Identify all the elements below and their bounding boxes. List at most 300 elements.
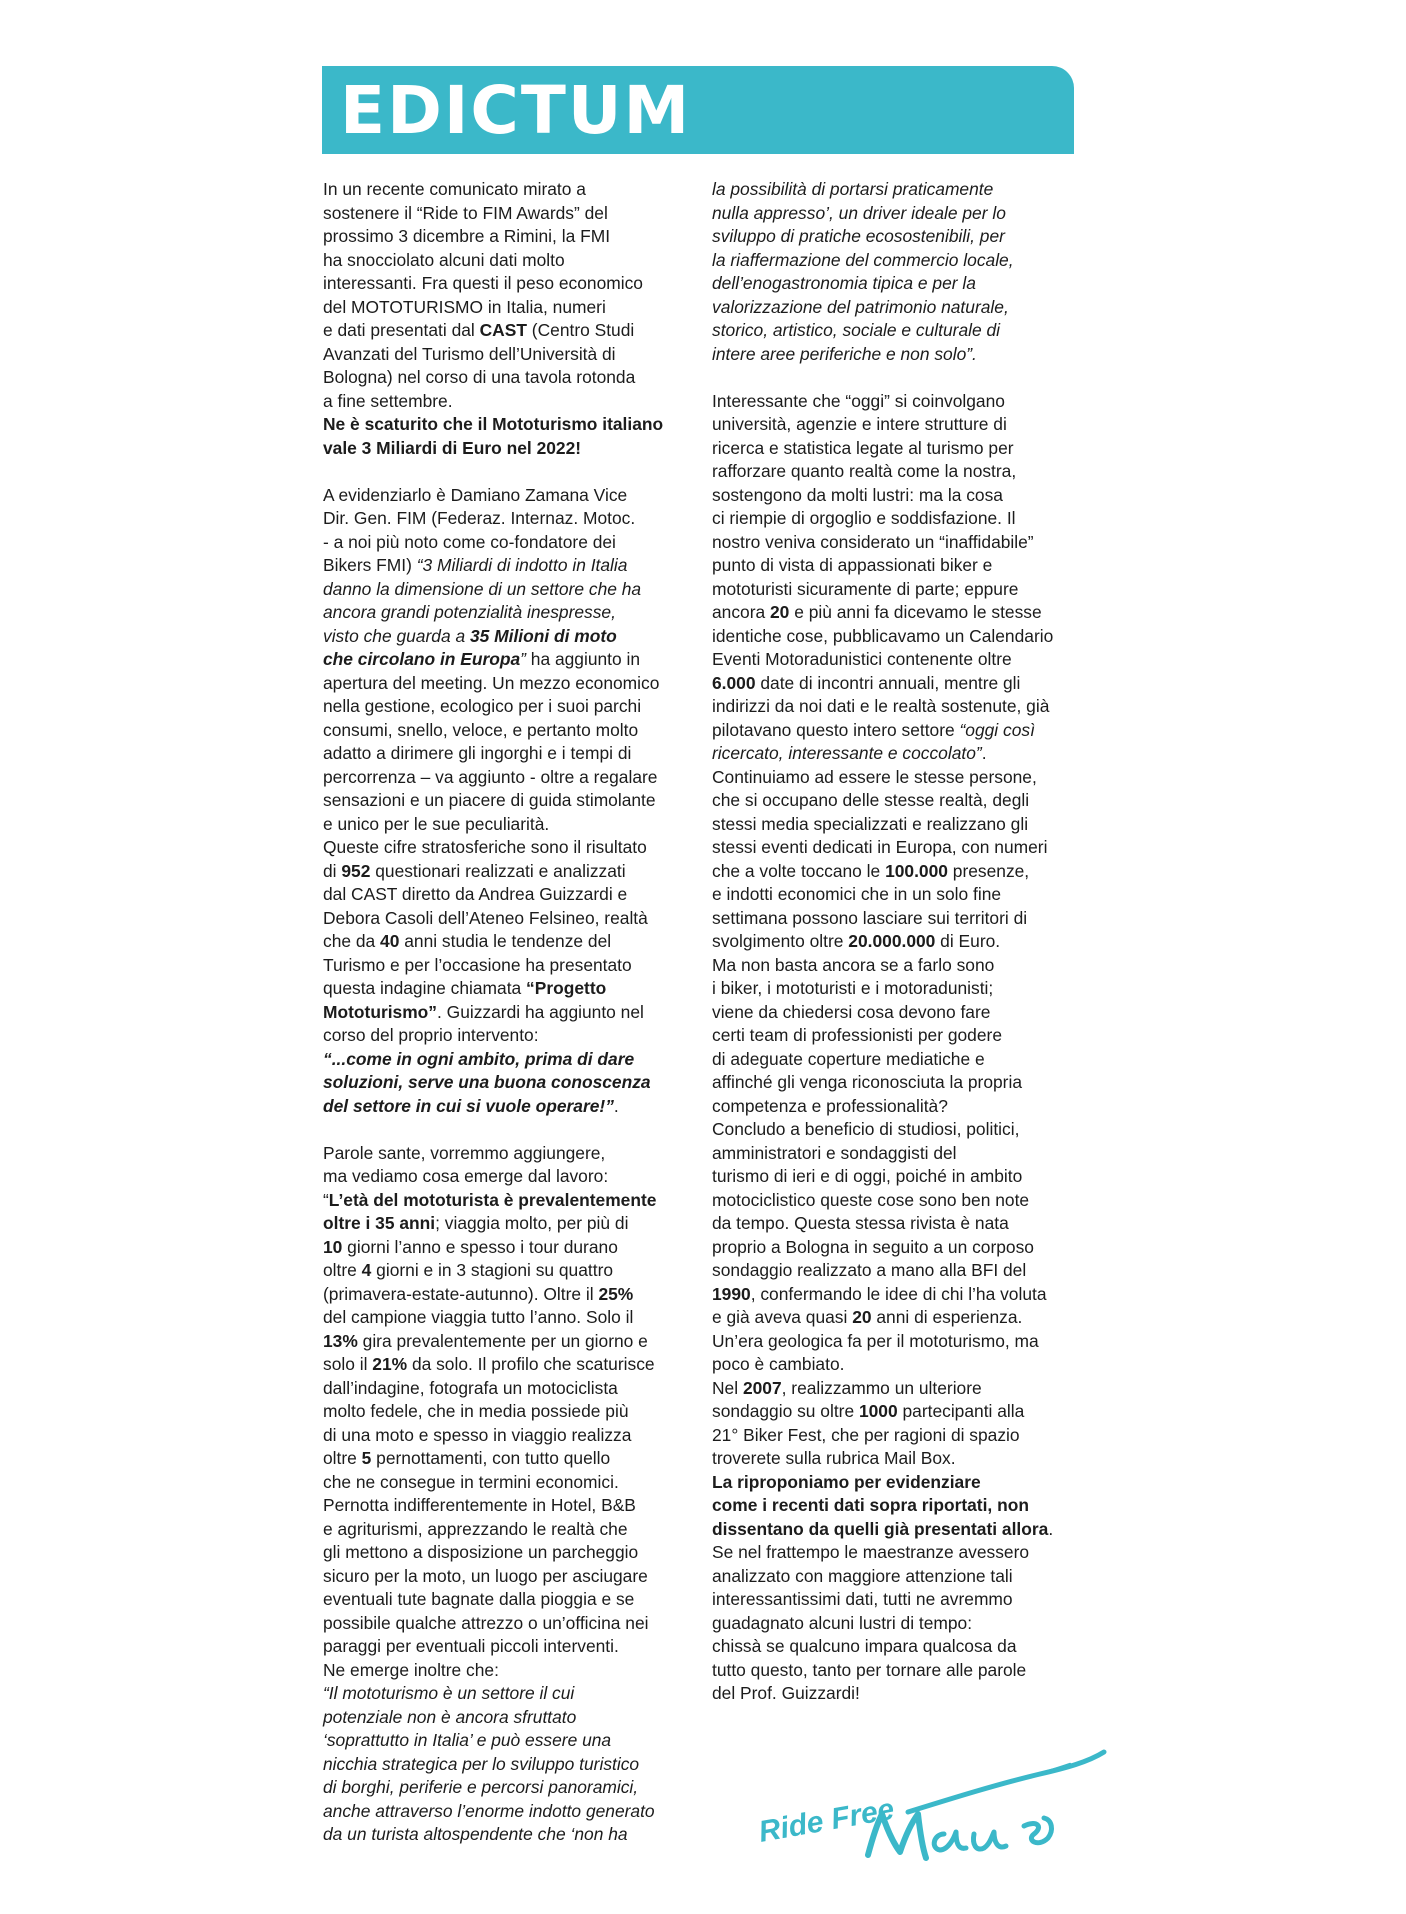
text-line (323, 390, 693, 414)
text-line (712, 930, 1092, 954)
text-run: 6.000 (712, 672, 756, 693)
text-line (712, 578, 1092, 602)
text-line (712, 437, 1092, 461)
text-line (323, 1024, 693, 1048)
text-run: e dati presentati dal (323, 320, 480, 340)
text-run: partecipanti alla (897, 1401, 1025, 1421)
text-run: storico, artistico, sociale e culturale di (712, 320, 1001, 340)
text-run: a fine settembre. (323, 390, 453, 411)
text-line (712, 1118, 1092, 1142)
text-run: tutto questo, tanto per tornare alle parole (712, 1659, 1027, 1680)
text-run: del settore in cui si vuole operare!” (323, 1095, 614, 1116)
text-line (323, 672, 693, 696)
text-run: - a noi più noto come co-fondatore dei (323, 531, 616, 552)
text-line (712, 1236, 1092, 1260)
text-line (712, 1635, 1092, 1659)
text-line (323, 1283, 693, 1307)
text-line (323, 1447, 693, 1471)
text-run: viene da chiedersi cosa devono fare (712, 1001, 991, 1022)
text-run: Queste cifre stratosferiche sono il risultato (323, 837, 647, 857)
text-run: Ne emerge inoltre che: (323, 1659, 499, 1680)
text-run: che ne consegue in termini economici. (323, 1471, 619, 1492)
text-line (323, 578, 693, 602)
text-run: nella gestione, ecologico per i suoi parchi (323, 696, 642, 716)
text-run: sviluppo di pratiche ecosostenibili, per (712, 226, 1005, 246)
text-run: anni studia le tendenze del (399, 931, 612, 951)
text-run: valorizzazione del patrimonio naturale, (712, 296, 1009, 317)
text-run: 35 Milioni di moto (469, 625, 617, 646)
text-line (323, 1659, 693, 1683)
text-line (712, 695, 1092, 719)
text-line (712, 1095, 1092, 1119)
text-line (712, 836, 1092, 860)
text-run: 20.000.000 (848, 931, 936, 951)
text-line (323, 813, 693, 837)
text-line (323, 272, 693, 296)
text-line (712, 907, 1092, 931)
text-run: e già aveva quasi (712, 1307, 853, 1327)
text-line (323, 1518, 693, 1542)
text-run: gira prevalentemente per un giorno e (357, 1330, 648, 1351)
text-line (323, 1400, 693, 1424)
text-line (323, 554, 693, 578)
text-run: sondaggio su oltre (712, 1401, 859, 1421)
text-run: 5 (361, 1448, 372, 1468)
text-line (712, 813, 1092, 837)
text-line (712, 789, 1092, 813)
text-line (323, 178, 693, 202)
text-line (323, 1706, 693, 1730)
text-run: dall’indagine, fotografa un motociclista (323, 1377, 618, 1398)
text-line (323, 1682, 693, 1706)
text-run: 2007 (742, 1377, 782, 1398)
text-run: visto che guarda a (323, 625, 470, 646)
text-line (712, 1189, 1092, 1213)
text-run: 10 (323, 1236, 343, 1257)
text-run: Se nel frattempo le maestranze avessero (712, 1542, 1030, 1562)
text-line (323, 1189, 693, 1213)
text-run: del campione viaggia tutto l’anno. Solo il (323, 1307, 634, 1327)
text-line (712, 1212, 1092, 1236)
text-line (323, 1729, 693, 1753)
text-run: apertura del meeting. Un mezzo economico (323, 672, 660, 693)
text-run: date di incontri annuali, mentre gli (755, 672, 1021, 693)
text-line (712, 225, 1092, 249)
text-run: che da (323, 931, 381, 951)
text-run: Interessante che “oggi” si coinvolgano (712, 390, 1005, 411)
text-line (712, 1142, 1092, 1166)
text-run: , realizzammo un ulteriore (781, 1377, 982, 1398)
text-line (712, 1071, 1092, 1095)
text-line (323, 977, 693, 1001)
text-run: che a volte toccano le (712, 860, 886, 881)
text-run: 4 (361, 1260, 372, 1280)
text-run: e più anni fa dicevamo le stesse (789, 602, 1042, 622)
text-line (712, 954, 1092, 978)
text-run: potenziale non è ancora sfruttato (323, 1706, 577, 1727)
text-line (323, 719, 693, 743)
text-run: di borghi, periferie e percorsi panoramici, (323, 1777, 639, 1797)
text-run: In un recente comunicato mirato a (323, 179, 586, 199)
text-line (712, 178, 1092, 202)
text-run: Un’era geologica fa per il mototurismo, ma (712, 1330, 1039, 1351)
text-run: CAST (479, 320, 527, 340)
text-line (323, 1306, 693, 1330)
text-run: e agriturismi, apprezzando le realtà che (323, 1518, 628, 1539)
text-line (712, 1283, 1092, 1307)
text-line (712, 1494, 1092, 1518)
text-line (323, 648, 693, 672)
text-run: percorrenza – va aggiunto - oltre a regalare (323, 766, 658, 787)
text-run: di adeguate coperture mediatiche e (712, 1048, 985, 1069)
text-line (323, 625, 693, 649)
text-run: da solo. Il profilo che scaturisce (407, 1354, 655, 1374)
text-run: Avanzati del Turismo dell’Università di (323, 343, 616, 364)
text-run: motociclistico queste cose sono ben note (712, 1189, 1030, 1210)
text-run: rafforzare quanto realtà come la nostra, (712, 461, 1017, 481)
text-line (323, 413, 693, 437)
text-line (323, 1353, 693, 1377)
text-run: da un turista altospendente che ‘non ha (323, 1824, 628, 1844)
text-run: che circolano in Europa (323, 649, 521, 669)
text-run: ha snocciolato alcuni dati molto (323, 249, 565, 270)
text-run: certi team di professionisti per godere (712, 1025, 1002, 1045)
text-run: da tempo. Questa stessa rivista è nata (712, 1213, 1009, 1233)
text-run: ha aggiunto in (525, 649, 641, 669)
text-run: università, agenzie e intere strutture di (712, 414, 1007, 434)
text-run: oltre (323, 1448, 362, 1468)
text-run: guadagnato alcuni lustri di tempo: (712, 1612, 973, 1633)
text-run: poco è cambiato. (712, 1354, 845, 1374)
text-line (712, 648, 1092, 672)
text-run: questa indagine chiamata (323, 978, 527, 998)
text-run: (Centro Studi (526, 320, 635, 340)
text-line (712, 860, 1092, 884)
text-line (712, 883, 1092, 907)
text-line (712, 390, 1092, 414)
text-run: eventuali tute bagnate dalla pioggia e se (323, 1589, 635, 1609)
text-run: Ne è scaturito che il Mototurismo italiano (323, 414, 664, 434)
text-line (712, 1330, 1092, 1354)
text-run: Mototurismo” (323, 1001, 437, 1022)
text-run: Bologna) nel corso di una tavola rotonda (323, 367, 636, 387)
text-run: ci riempie di orgoglio e soddisfazione. Il (712, 508, 1016, 528)
text-line (712, 1165, 1092, 1189)
text-run: turismo di ieri e di oggi, poiché in ambito (712, 1166, 1023, 1186)
text-line (323, 531, 693, 555)
text-line (323, 695, 693, 719)
text-run: soluzioni, serve una buona conoscenza (323, 1072, 651, 1092)
text-line (323, 860, 693, 884)
text-run: molto fedele, che in media possiede più (323, 1401, 629, 1421)
text-run: competenza e professionalità? (712, 1095, 948, 1116)
text-run: 21% (372, 1354, 408, 1374)
text-run: dell’enogastronomia tipica e per la (712, 273, 976, 293)
text-run: di una moto e spesso in viaggio realizza (323, 1424, 632, 1445)
text-run: Pernotta indifferentemente in Hotel, B&B (323, 1495, 636, 1515)
text-run: . (981, 743, 987, 763)
text-run: e indotti economici che in un solo fine (712, 884, 1002, 904)
text-run: pernottamenti, con tutto quello (371, 1448, 611, 1468)
text-run: consumi, snello, veloce, e pertanto molto (323, 719, 639, 740)
text-line (712, 1400, 1092, 1424)
text-run: la possibilità di portarsi praticamente (712, 179, 994, 199)
text-line (323, 1095, 693, 1119)
text-run: del MOTOTURISMO in Italia, numeri (323, 296, 606, 317)
text-line (712, 742, 1092, 766)
text-line (323, 1800, 693, 1824)
text-line (323, 930, 693, 954)
text-line (323, 766, 693, 790)
text-run: giorni e in 3 stagioni su quattro (371, 1260, 614, 1280)
text-line (323, 1165, 693, 1189)
header-banner (322, 66, 1074, 154)
text-run: sondaggio realizzato a mano alla BFI del (712, 1260, 1027, 1280)
text-line (323, 1753, 693, 1777)
text-line (323, 601, 693, 625)
text-run: prossimo 3 dicembre a Rimini, la FMI (323, 226, 611, 246)
text-run: 21° Biker Fest, che per ragioni di spazio (712, 1424, 1020, 1445)
text-run: Debora Casoli dell’Ateneo Felsineo, realtà (323, 907, 648, 928)
text-line (712, 1424, 1092, 1448)
text-run: paraggi per eventuali piccoli interventi. (323, 1636, 619, 1656)
text-line (323, 1471, 693, 1495)
text-run: 20 (770, 602, 790, 622)
text-run: 20 (852, 1307, 872, 1327)
text-run: 25% (598, 1283, 634, 1304)
text-run: che si occupano delle stesse realtà, degli (712, 790, 1030, 810)
text-line (712, 1024, 1092, 1048)
text-line (323, 1612, 693, 1636)
text-run: . Guizzardi ha aggiunto nel (437, 1001, 644, 1022)
text-line (323, 1236, 693, 1260)
text-run: 1990 (712, 1283, 751, 1304)
text-line (323, 1377, 693, 1401)
text-run: Eventi Motoradunistici contenente oltre (712, 649, 1012, 669)
text-run: 952 (341, 860, 371, 881)
text-run: sostenere il “Ride to FIM Awards” del (323, 202, 608, 223)
text-run: adatto a dirimere gli ingorghi e i tempi di (323, 743, 632, 763)
text-run: vale 3 Miliardi di Euro nel 2022! (323, 437, 582, 458)
text-run: la riaffermazione del commercio locale, (712, 249, 1014, 270)
text-line (323, 836, 693, 860)
text-run: “...come in ogni ambito, prima di dare (323, 1048, 635, 1069)
text-run: ” (520, 649, 526, 669)
text-line (712, 1306, 1092, 1330)
text-run: interessanti. Fra questi il peso economico (323, 273, 643, 293)
text-run: nulla appresso’, un driver ideale per lo (712, 202, 1006, 223)
text-line (712, 1588, 1092, 1612)
text-run: ricercato, interessante e coccolato” (712, 743, 982, 763)
text-run: ancora (712, 602, 771, 622)
text-line (712, 1612, 1092, 1636)
text-run: nostro veniva considerato un “inaffidabile” (712, 531, 1034, 552)
text-line (323, 1635, 693, 1659)
text-line (712, 413, 1092, 437)
text-line (323, 249, 693, 273)
text-run: di Euro. (935, 931, 1001, 951)
text-line (712, 343, 1092, 367)
text-line (323, 296, 693, 320)
text-line (323, 789, 693, 813)
text-run: Parole sante, vorremmo aggiungere, (323, 1142, 606, 1163)
text-line (712, 202, 1092, 226)
text-run: corso del proprio intervento: (323, 1025, 539, 1045)
text-run: identiche cose, pubblicavamo un Calendario (712, 625, 1054, 646)
text-line (712, 601, 1092, 625)
text-run: giorni l’anno e spesso i tour durano (342, 1236, 618, 1257)
text-line (323, 742, 693, 766)
text-run: settimana possono lasciare sui territori di (712, 907, 1028, 928)
text-run: Nel (712, 1377, 743, 1398)
text-line (712, 1565, 1092, 1589)
signature (748, 1740, 1118, 1890)
text-run: punto di vista di appassionati biker e (712, 555, 993, 575)
text-line (712, 507, 1092, 531)
text-run: Continuiamo ad essere le stesse persone, (712, 766, 1037, 787)
text-run: analizzato con maggiore attenzione tali (712, 1565, 1013, 1586)
text-run: nicchia strategica per lo sviluppo turistico (323, 1753, 640, 1774)
text-run: stessi eventi dedicati in Europa, con numeri (712, 837, 1048, 857)
text-run: anni di esperienza. (871, 1307, 1023, 1327)
text-run: oltre i 35 anni (323, 1213, 436, 1233)
text-line (712, 672, 1092, 696)
text-line (323, 1071, 693, 1095)
article-column-left (323, 178, 693, 1847)
signature-logo (748, 1740, 1118, 1890)
text-line (323, 907, 693, 931)
text-run: del Prof. Guizzardi! (712, 1683, 860, 1703)
text-run: questionari realizzati e analizzati (370, 860, 626, 881)
text-run: ma vediamo cosa emerge dal lavoro: (323, 1166, 609, 1186)
text-run: ricerca e statistica legate al turismo per (712, 437, 1014, 458)
text-line (712, 296, 1092, 320)
text-line (323, 883, 693, 907)
text-run: pilotavano questo intero settore (712, 719, 960, 740)
text-run: . (613, 1095, 619, 1116)
text-run: oltre (323, 1260, 362, 1280)
text-run: La riproponiamo per evidenziare (712, 1471, 981, 1492)
text-line (323, 366, 693, 390)
text-line (323, 1212, 693, 1236)
signature-tagline: Ride Free (756, 1792, 897, 1849)
text-line (323, 1142, 693, 1166)
text-run: anche attraverso l’enorme indotto generato (323, 1800, 655, 1821)
text-run: indirizzi da noi dati e le realtà sostenute, già (712, 696, 1050, 716)
text-line (712, 1001, 1092, 1025)
text-line (323, 1048, 693, 1072)
text-line (323, 1424, 693, 1448)
text-run: svolgimento oltre (712, 931, 849, 951)
text-line (712, 1353, 1092, 1377)
text-run: . (1048, 1518, 1054, 1539)
text-run: amministratori e sondaggisti del (712, 1142, 957, 1163)
text-run: possibile qualche attrezzo o un’officina nei (323, 1612, 649, 1633)
text-line (712, 977, 1092, 1001)
text-run: 13% (323, 1330, 358, 1351)
text-run: chissà se qualcuno impara qualcosa da (712, 1636, 1017, 1656)
text-run: stessi media specializzati e realizzano gli (712, 813, 1029, 834)
text-line (712, 719, 1092, 743)
paragraph-break (323, 460, 693, 484)
text-line (712, 1659, 1092, 1683)
text-line (712, 1447, 1092, 1471)
article-column-right (712, 178, 1092, 1706)
text-run: Dir. Gen. FIM (Federaz. Internaz. Motoc. (323, 508, 636, 528)
text-line (323, 507, 693, 531)
text-line (712, 1259, 1092, 1283)
page-title: EDICTUM (340, 72, 692, 149)
text-run: , confermando le idee di chi l’ha voluta (750, 1283, 1047, 1304)
text-line (712, 272, 1092, 296)
text-line (323, 484, 693, 508)
text-line (323, 1001, 693, 1025)
text-run: interessantissimi dati, tutti ne avremmo (712, 1589, 1013, 1609)
text-run: L’età del mototurista è prevalentemente (328, 1189, 657, 1210)
text-line (712, 460, 1092, 484)
text-run: ; viaggia molto, per più di (435, 1213, 629, 1233)
text-run: e unico per le sue peculiarità. (323, 813, 550, 834)
text-run: Concludo a beneficio di studiosi, politici, (712, 1119, 1020, 1139)
text-run: 100.000 (885, 860, 948, 881)
text-run: Turismo e per l’occasione ha presentato (323, 954, 632, 975)
text-run: presenze, (947, 860, 1030, 881)
text-line (712, 249, 1092, 273)
text-line (323, 437, 693, 461)
text-line (712, 1471, 1092, 1495)
text-run: sostengono da molti lustri: ma la cosa (712, 484, 1003, 505)
text-line (712, 1377, 1092, 1401)
text-run: “Il mototurismo è un settore il cui (323, 1683, 575, 1703)
text-run: ancora grandi potenzialità inespresse, (323, 602, 616, 622)
text-run: come i recenti dati sopra riportati, non (712, 1495, 1029, 1515)
text-line (323, 1565, 693, 1589)
text-line (712, 1682, 1092, 1706)
text-line (712, 531, 1092, 555)
paragraph-break (323, 1118, 693, 1142)
text-run: proprio a Bologna in seguito a un corposo (712, 1236, 1034, 1257)
text-run: ‘soprattutto in Italia’ e può essere una (323, 1730, 612, 1750)
text-line (323, 343, 693, 367)
text-line (323, 225, 693, 249)
text-run: di (323, 860, 342, 881)
text-line (712, 554, 1092, 578)
text-run: mototuristi sicuramente di parte; eppure (712, 578, 1019, 599)
text-line (712, 319, 1092, 343)
text-line (323, 954, 693, 978)
text-run: danno la dimensione di un settore che ha (323, 578, 642, 599)
text-line (323, 319, 693, 343)
text-run: solo il (323, 1354, 373, 1374)
text-run: dissentano da quelli già presentati allora (712, 1518, 1049, 1539)
text-run: A evidenziarlo è Damiano Zamana Vice (323, 484, 628, 505)
text-run: sensazioni e un piacere di guida stimolante (323, 790, 656, 810)
text-run: affinché gli venga riconosciuta la propria (712, 1072, 1022, 1092)
text-line (323, 1259, 693, 1283)
text-run: Ma non basta ancora se a farlo sono (712, 954, 995, 975)
text-run: Bikers FMI) (323, 555, 417, 575)
text-run: troverete sulla rubrica Mail Box. (712, 1448, 956, 1468)
text-run: intere aree periferiche e non solo”. (712, 343, 977, 364)
text-line (323, 1776, 693, 1800)
text-run: dal CAST diretto da Andrea Guizzardi e (323, 884, 628, 904)
text-run: 1000 (858, 1401, 898, 1421)
text-run: gli mettono a disposizione un parcheggio (323, 1542, 639, 1562)
text-line (712, 1048, 1092, 1072)
text-line (323, 1588, 693, 1612)
text-line (712, 625, 1092, 649)
text-run: sicuro per la moto, un luogo per asciugare (323, 1565, 648, 1586)
